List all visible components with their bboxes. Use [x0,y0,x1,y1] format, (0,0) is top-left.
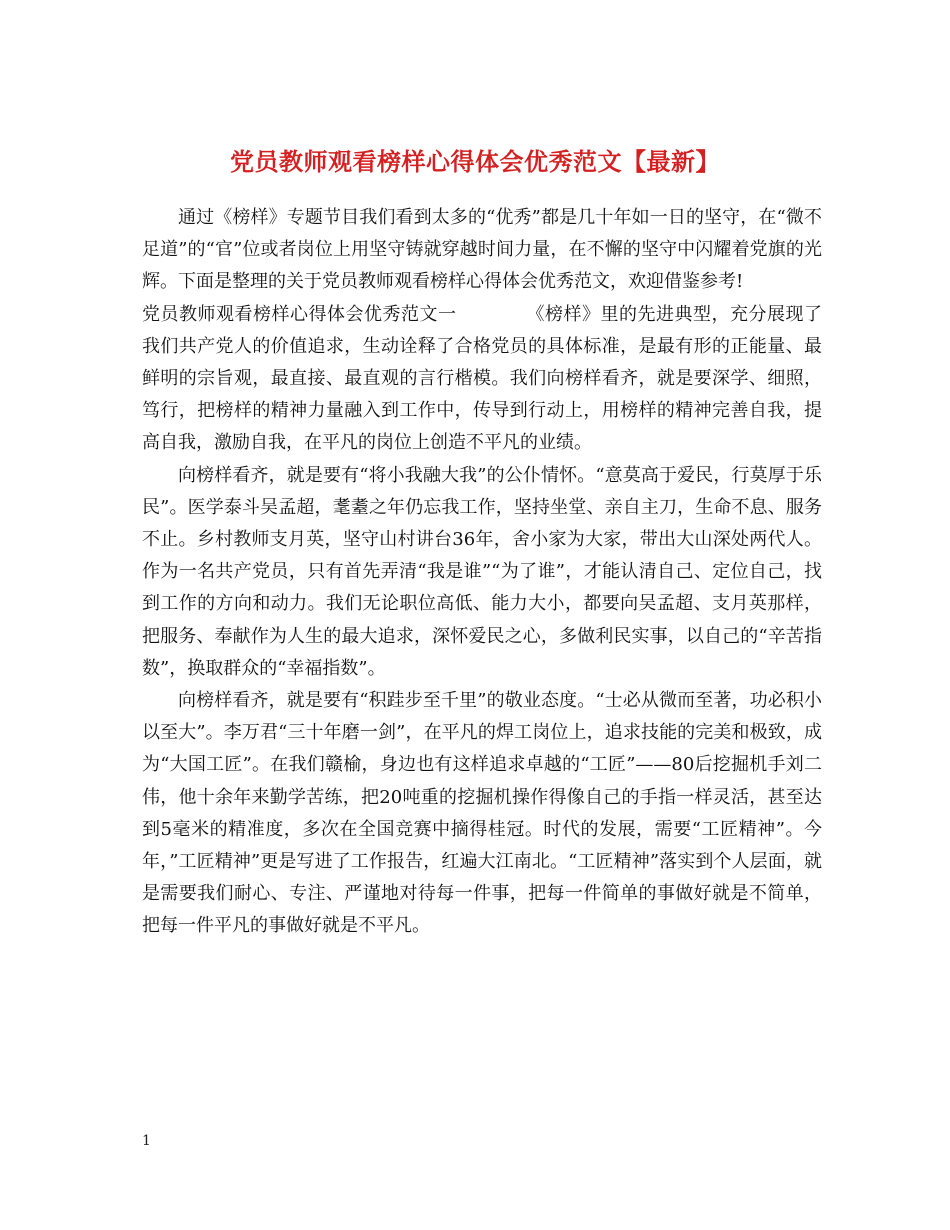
section-one-text: 《榜样》里的先进典型，充分展现了我们共产党人的价值追求，生动诠释了合格党员的具体标准，是最有形的正能量、最鲜明的宗旨观，最直接、最直观的言行楷模。我们向榜样看齐，就是要深学、细照，笃行，把榜样的精神力量融入到工作中，传导到行动上，用榜样的精神完善自我，提高自我，激励自我，在平凡的岗位上创造不平凡的业绩。 [142,303,822,454]
section-one-paragraph [142,299,822,460]
page-title: 党员教师观看榜样心得体会优秀范文【最新】 [230,147,720,177]
page-number: 1 [142,1133,151,1149]
body-paragraph-3: 向榜样看齐，就是要有“积跬步至千里”的敬业态度。“士必从微而至著，功必积小以至大”。李万君“三十年磨一剑”，在平凡的焊工岗位上，追求技能的完美和极致，成为“大国工匠”。在我们赣榆，身边也有这样追求卓越的“工匠”——80后挖掘机手刘二伟，他十余年来勤学苦练，把20吨重的挖掘机操作得像自己的手指一样灵活，甚至达到5毫米的精准度，多次在全国竞赛中摘得桂冠。时代的发展，需要“工匠精神”。今年，”工匠精神”更是写进了工作报告，红遍大江南北。“工匠精神”落实到个人层面，就是需要我们耐心、专注、严谨地对待每一件事，把每一件简单的事做好就是不简单，把每一件平凡的事做好就是不平凡。 [142,690,822,937]
intro-paragraph: 通过《榜样》专题节目我们看到太多的“优秀”都是几十年如一日的坚守，在“微不足道”的“官”位或者岗位上用坚守铸就穿越时间力量，在不懈的坚守中闪耀着党旗的光辉。下面是整理的关于党员教师观看榜样心得体会优秀范文，欢迎借鉴参考! [142,207,822,293]
body-paragraph-2: 向榜样看齐，就是要有“将小我融大我”的公仆情怀。“意莫高于爱民，行莫厚于乐民”。医学泰斗吴孟超，耄耋之年仍忘我工作，坚持坐堂、亲自主刀，生命不息、服务不止。乡村教师支月英，坚守山村讲台36年，舍小家为大家，带出大山深处两代人。作为一名共产党员，只有首先弄清“我是谁”“为了谁”，才能认清自己、定位自己，找到工作的方向和动力。我们无论职位高低、能力大小，都要向吴孟超、支月英那样，把服务、奉献作为人生的最大追求，深怀爱民之心，多做利民实事，以自己的“辛苦指数”，换取群众的“幸福指数”。 [142,464,822,679]
document-body [142,202,822,943]
section-heading: 党员教师观看榜样心得体会优秀范文一 [142,303,457,325]
